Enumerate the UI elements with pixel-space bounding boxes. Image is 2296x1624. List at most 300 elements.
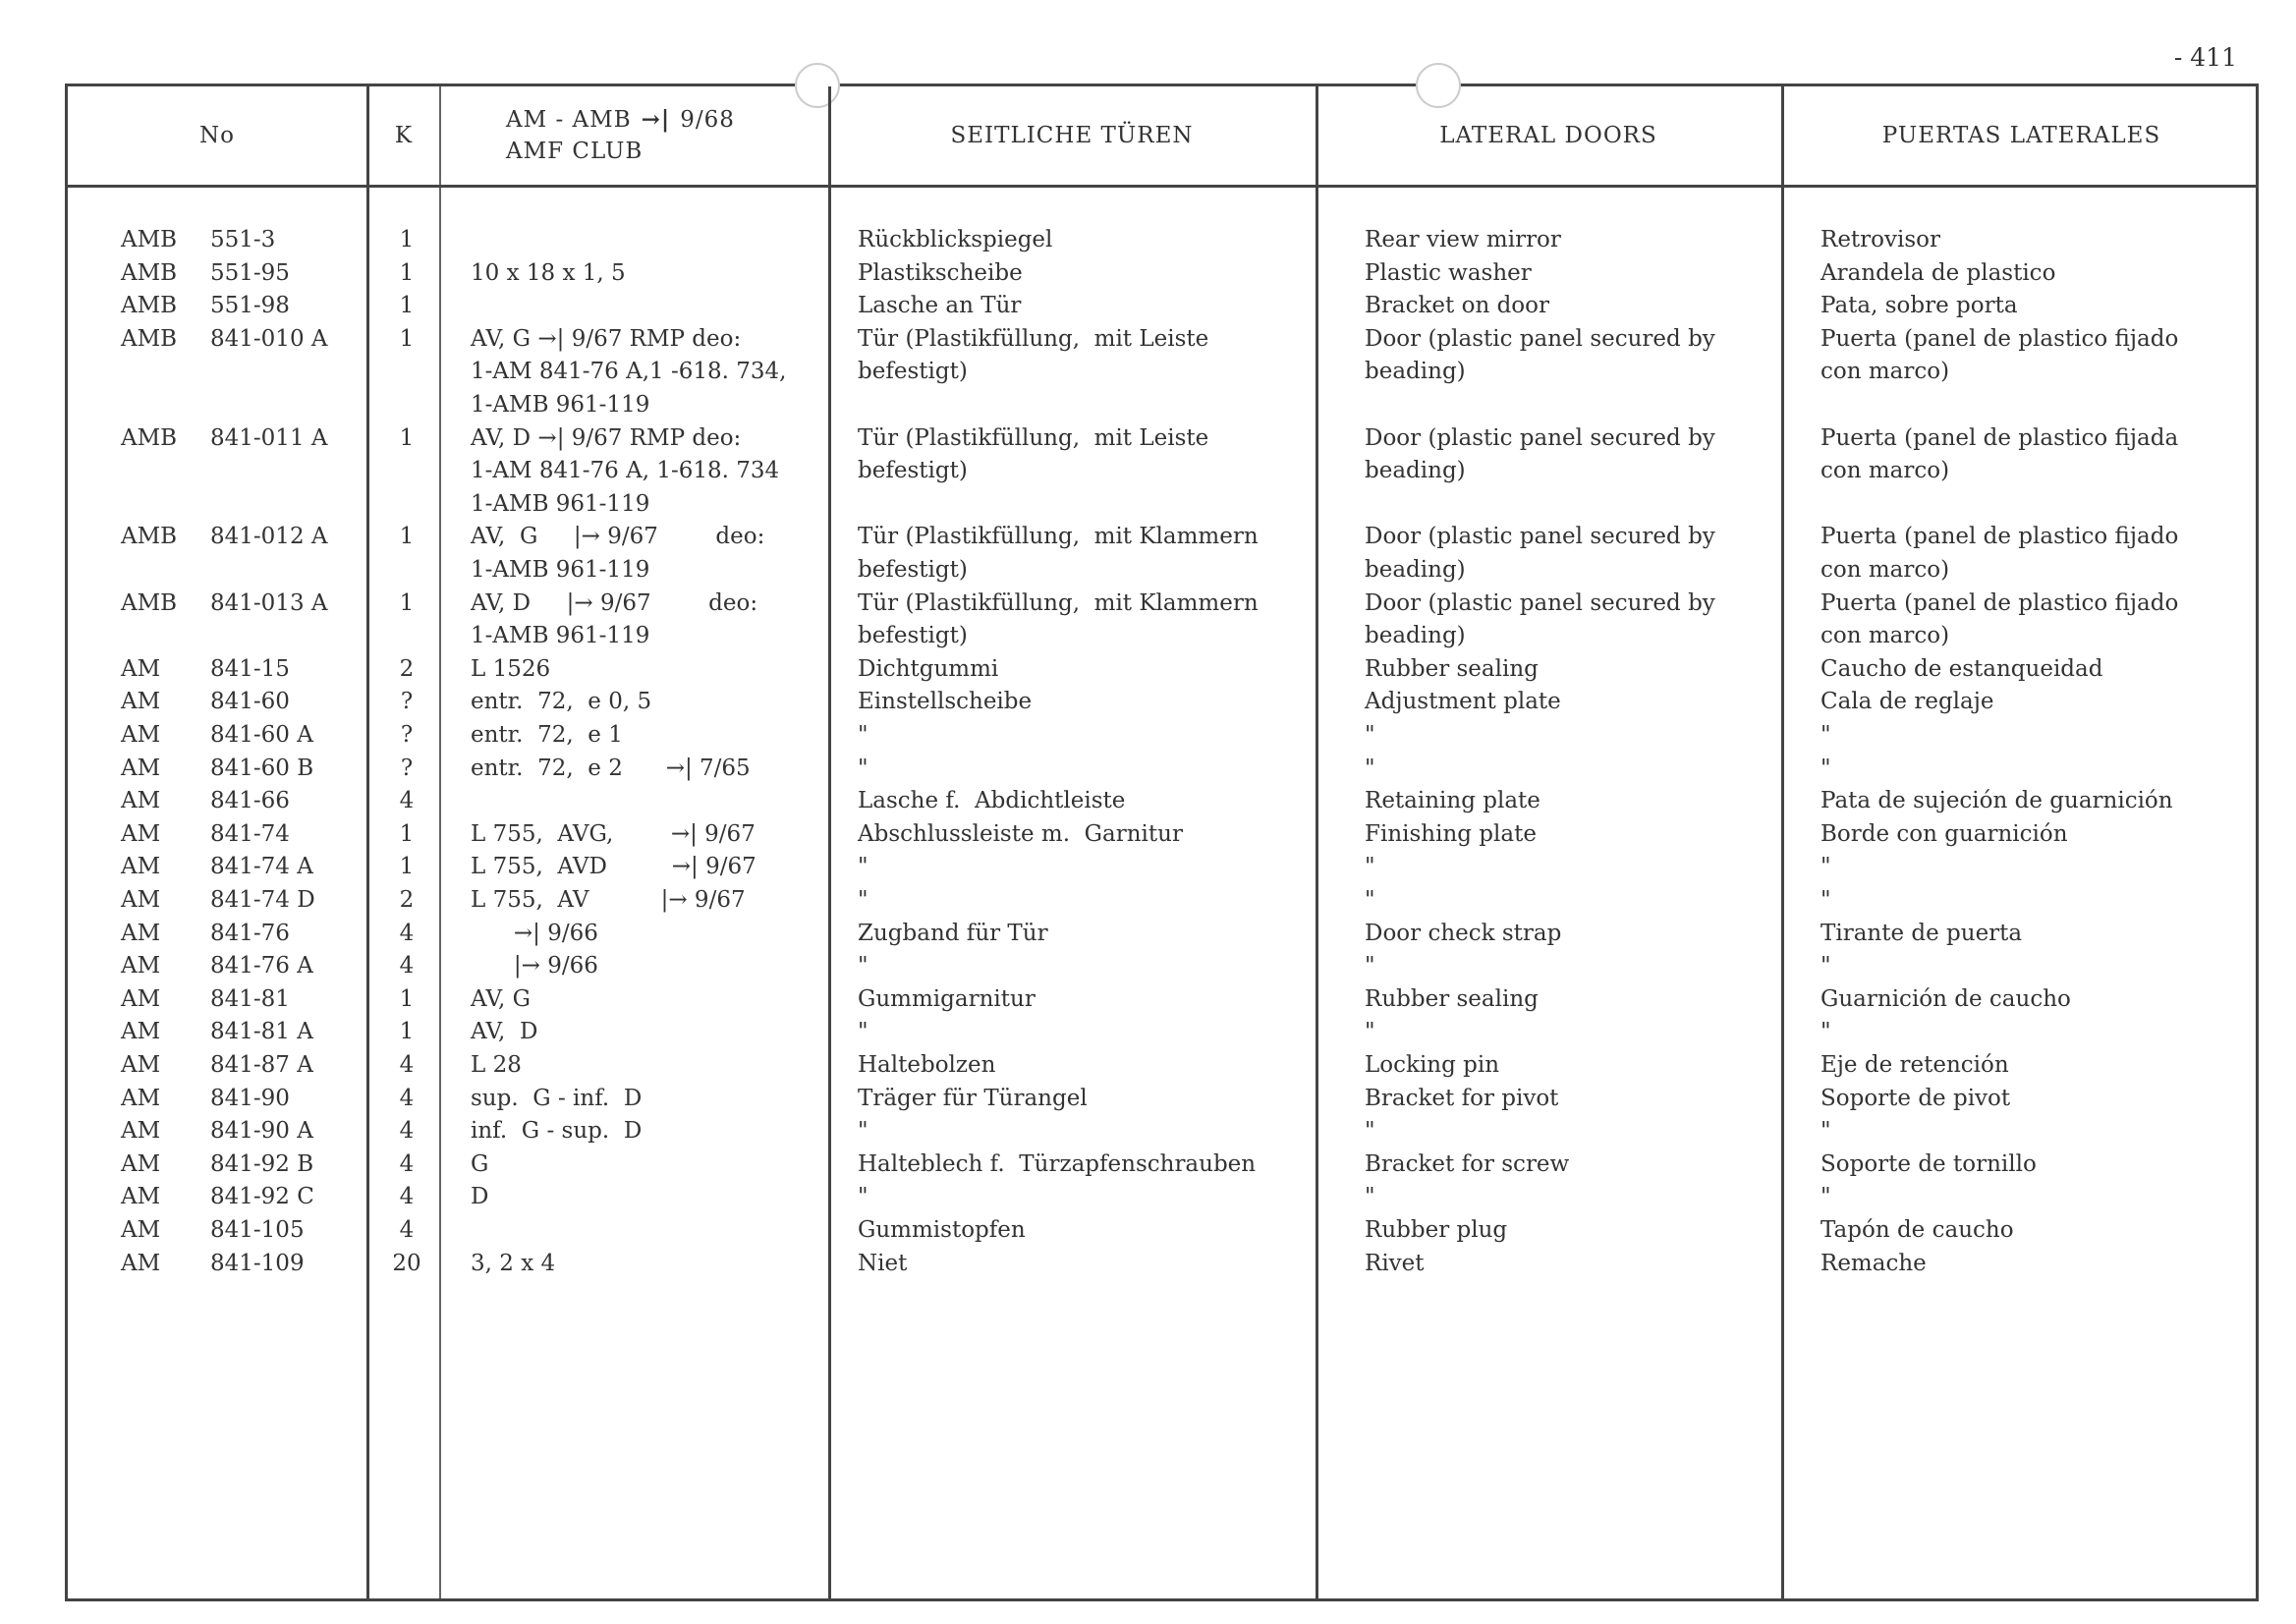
part-number: 841-60 — [210, 689, 290, 715]
header-divider — [68, 185, 2256, 188]
model-note — [471, 521, 864, 587]
part-number: 841-81 — [210, 985, 290, 1012]
description-line: Door (plastic panel secured by — [1365, 424, 1715, 451]
description-line: Tapón de caucho — [1820, 1217, 2014, 1243]
part-number: 841-74 D — [210, 887, 315, 913]
part-number: 841-011 A — [210, 424, 328, 451]
description-en — [1365, 719, 1787, 753]
description-line: Cala de reglaje — [1820, 689, 1994, 715]
description-en — [1365, 1214, 1787, 1248]
description-es — [1820, 653, 2253, 687]
part-number: 841-90 — [210, 1085, 290, 1111]
quantity: 1 — [399, 424, 415, 451]
description-line: Dichtgummi — [858, 655, 999, 682]
part-prefix: AM — [121, 1052, 161, 1078]
quantity: 4 — [399, 953, 415, 980]
part-prefix: AM — [121, 887, 161, 913]
part-prefix: AM — [121, 1217, 161, 1243]
part-prefix: AMB — [121, 589, 178, 616]
model-note — [471, 1083, 864, 1116]
model-note — [471, 753, 864, 786]
arrow-to-icon: →| — [641, 106, 671, 133]
part-number: 841-013 A — [210, 589, 328, 616]
description-de — [858, 851, 1319, 884]
part-number: 841-74 — [210, 820, 290, 847]
description-line: Plastic washer — [1365, 259, 1532, 286]
description-de — [858, 521, 1319, 587]
description-en — [1365, 1049, 1787, 1083]
description-line: " — [1365, 953, 1375, 980]
description-de — [858, 1248, 1319, 1281]
description-line: Soporte de tornillo — [1820, 1150, 2037, 1177]
model-note — [471, 1115, 864, 1148]
quantity: 1 — [399, 1019, 415, 1045]
description-de — [858, 719, 1319, 753]
description-es — [1820, 224, 2253, 257]
description-de — [858, 1115, 1319, 1148]
description-line: " — [1365, 1118, 1375, 1145]
note-line: L 28 — [471, 1052, 522, 1078]
description-line: " — [1365, 1019, 1375, 1045]
description-line: " — [858, 1184, 868, 1210]
description-es — [1820, 719, 2253, 753]
description-line: " — [1820, 1118, 1831, 1145]
description-line: " — [1365, 1184, 1375, 1210]
note-line: L 1526 — [471, 655, 551, 682]
description-line: Träger für Türangel — [858, 1085, 1088, 1111]
note-line: L 755, AV |→ 9/67 — [471, 887, 746, 913]
quantity: 1 — [399, 325, 415, 352]
quantity: 4 — [399, 1085, 415, 1111]
header-model-date: 9/68 — [680, 107, 735, 133]
description-de — [858, 818, 1319, 852]
description-line: Arandela de plastico — [1820, 259, 2056, 286]
description-de — [858, 1049, 1319, 1083]
description-line: Tür (Plastikfüllung, mit Leiste — [858, 424, 1209, 451]
description-line: Puerta (panel de plastico fijado — [1820, 325, 2179, 352]
description-line: " — [1820, 953, 1831, 980]
description-es — [1820, 323, 2253, 389]
description-en — [1365, 521, 1787, 587]
description-line: Rubber sealing — [1365, 655, 1539, 682]
description-en — [1365, 983, 1787, 1017]
note-line: G — [471, 1150, 489, 1177]
description-line: Tür (Plastikfüllung, mit Klammern — [858, 589, 1259, 616]
description-en — [1365, 653, 1787, 687]
note-line: 10 x 18 x 1, 5 — [471, 259, 626, 286]
description-en — [1365, 753, 1787, 786]
note-line: AV, G →| 9/67 RMP deo: — [471, 325, 742, 352]
description-de — [858, 950, 1319, 983]
description-de — [858, 884, 1319, 918]
description-line: Abschlussleiste m. Garnitur — [858, 820, 1183, 847]
note-line: 1-AMB 961-119 — [471, 391, 650, 418]
description-es — [1820, 686, 2253, 719]
model-note — [471, 686, 864, 719]
description-line: Borde con guarnición — [1820, 820, 2068, 847]
description-line: Retaining plate — [1365, 788, 1540, 814]
description-line: " — [858, 953, 868, 980]
part-prefix: AM — [121, 722, 161, 748]
header-de: SEITLICHE TÜREN — [950, 123, 1194, 148]
part-number: 841-010 A — [210, 325, 328, 352]
description-line: Rubber plug — [1365, 1217, 1508, 1243]
part-number: 551-3 — [210, 227, 276, 252]
note-line: 3, 2 x 4 — [471, 1250, 556, 1276]
quantity: 4 — [399, 1217, 415, 1243]
model-note — [471, 884, 864, 918]
note-line: entr. 72, e 2 →| 7/65 — [471, 755, 751, 781]
description-es — [1820, 1115, 2253, 1148]
description-es — [1820, 1214, 2253, 1248]
description-en — [1365, 884, 1787, 918]
description-de — [858, 753, 1319, 786]
quantity: 20 — [392, 1250, 421, 1276]
part-prefix: AM — [121, 689, 161, 715]
quantity: 4 — [399, 788, 415, 814]
description-de — [858, 1214, 1319, 1248]
note-line: L 755, AVG, →| 9/67 — [471, 820, 756, 847]
description-line: Door (plastic panel secured by — [1365, 325, 1715, 352]
description-es — [1820, 884, 2253, 918]
part-prefix: AMB — [121, 524, 178, 550]
description-line: befestigt) — [858, 359, 968, 385]
description-line: Halteblech f. Türzapfenschrauben — [858, 1150, 1257, 1177]
description-line: befestigt) — [858, 623, 968, 649]
header-no: No — [199, 123, 235, 148]
description-line: Door (plastic panel secured by — [1365, 524, 1715, 550]
description-line: Bracket on door — [1365, 293, 1549, 319]
quantity: ? — [400, 689, 414, 715]
note-line: 1-AMB 961-119 — [471, 623, 650, 649]
description-en — [1365, 1148, 1787, 1182]
part-number: 551-98 — [210, 293, 290, 319]
quantity: 1 — [399, 227, 415, 252]
quantity: 2 — [399, 887, 415, 913]
description-line: " — [1820, 755, 1831, 781]
note-line: inf. G - sup. D — [471, 1118, 643, 1145]
description-line: Eje de retención — [1820, 1052, 2009, 1078]
model-note — [471, 588, 864, 653]
description-line: " — [1365, 887, 1375, 913]
quantity: ? — [400, 722, 414, 748]
description-line: Niet — [858, 1250, 908, 1276]
description-line: Tür (Plastikfüllung, mit Klammern — [858, 524, 1259, 550]
note-line: L 755, AVD →| 9/67 — [471, 854, 756, 880]
part-prefix: AM — [121, 1184, 161, 1210]
note-line: →| 9/66 — [471, 920, 598, 946]
part-number: 841-60 B — [210, 755, 314, 781]
description-es — [1820, 818, 2253, 852]
description-es — [1820, 983, 2253, 1017]
description-line: " — [858, 755, 868, 781]
description-en — [1365, 323, 1787, 389]
description-de — [858, 257, 1319, 291]
description-line: " — [1820, 1184, 1831, 1210]
quantity: 4 — [399, 1184, 415, 1210]
description-line: Rear view mirror — [1365, 227, 1561, 252]
description-line: Remache — [1820, 1250, 1927, 1276]
part-prefix: AM — [121, 854, 161, 880]
header-model-club: AMF CLUB — [506, 139, 644, 164]
description-es — [1820, 588, 2253, 653]
part-number: 841-90 A — [210, 1118, 313, 1145]
note-line: AV, G — [471, 985, 532, 1012]
model-note — [471, 1049, 864, 1083]
part-prefix: AM — [121, 755, 161, 781]
model-note — [471, 1016, 864, 1049]
note-line: sup. G - inf. D — [471, 1085, 643, 1111]
part-number: 841-60 A — [210, 722, 313, 748]
quantity: 1 — [399, 293, 415, 319]
description-de — [858, 1148, 1319, 1182]
description-es — [1820, 521, 2253, 587]
description-en — [1365, 1181, 1787, 1214]
description-line: " — [1365, 722, 1375, 748]
note-line: 1-AM 841-76 A,1 -618. 734, — [471, 359, 787, 385]
part-prefix: AM — [121, 920, 161, 946]
description-line: Door check strap — [1365, 920, 1562, 946]
part-prefix: AM — [121, 655, 161, 682]
note-line: AV, D |→ 9/67 deo: — [471, 589, 758, 616]
part-prefix: AM — [121, 1118, 161, 1145]
description-line: beading) — [1365, 556, 1466, 583]
part-prefix: AM — [121, 1150, 161, 1177]
quantity: 1 — [399, 259, 415, 286]
description-line: con marco) — [1820, 458, 1950, 484]
description-en — [1365, 588, 1787, 653]
part-prefix: AMB — [121, 259, 178, 286]
description-es — [1820, 918, 2253, 951]
part-number: 841-109 — [210, 1250, 305, 1276]
description-line: Door (plastic panel secured by — [1365, 589, 1715, 616]
model-note — [471, 1148, 864, 1182]
description-line: Caucho de estanqueidad — [1820, 655, 2103, 682]
header-model — [441, 86, 828, 185]
description-de — [858, 653, 1319, 687]
description-de — [858, 785, 1319, 818]
description-line: Retrovisor — [1820, 227, 1941, 252]
description-de — [858, 1016, 1319, 1049]
note-line: |→ 9/66 — [471, 953, 598, 980]
model-note — [471, 323, 864, 422]
note-line: 1-AM 841-76 A, 1-618. 734 — [471, 458, 780, 484]
part-number: 841-66 — [210, 788, 290, 814]
parts-table — [65, 84, 2259, 1601]
page-number: - 411 — [2173, 43, 2237, 72]
model-note — [471, 1248, 864, 1281]
quantity: 1 — [399, 589, 415, 616]
description-de — [858, 918, 1319, 951]
description-en — [1365, 950, 1787, 983]
description-es — [1820, 1181, 2253, 1214]
description-es — [1820, 290, 2253, 323]
description-line: Zugband für Tür — [858, 920, 1048, 946]
description-es — [1820, 753, 2253, 786]
part-prefix: AMB — [121, 227, 178, 252]
part-number: 841-15 — [210, 655, 290, 682]
description-line: befestigt) — [858, 556, 968, 583]
description-es — [1820, 422, 2253, 488]
description-line: Puerta (panel de plastico fijada — [1820, 424, 2179, 451]
description-line: " — [858, 722, 868, 748]
description-line: " — [858, 1118, 868, 1145]
model-note — [471, 719, 864, 753]
description-en — [1365, 918, 1787, 951]
part-number: 841-92 B — [210, 1150, 314, 1177]
description-en — [1365, 224, 1787, 257]
part-number: 841-012 A — [210, 524, 328, 550]
part-prefix: AMB — [121, 325, 178, 352]
description-es — [1820, 257, 2253, 291]
description-line: Finishing plate — [1365, 820, 1537, 847]
header-k: K — [394, 123, 414, 148]
description-line: Rückblickspiegel — [858, 227, 1053, 252]
model-note — [471, 983, 864, 1017]
part-prefix: AM — [121, 788, 161, 814]
quantity: 4 — [399, 920, 415, 946]
description-es — [1820, 1049, 2253, 1083]
quantity: 1 — [399, 854, 415, 880]
part-number: 551-95 — [210, 259, 290, 286]
description-line: Puerta (panel de plastico fijado — [1820, 589, 2179, 616]
description-line: Adjustment plate — [1365, 689, 1561, 715]
description-de — [858, 588, 1319, 653]
part-number: 841-87 A — [210, 1052, 313, 1078]
description-es — [1820, 851, 2253, 884]
quantity: 4 — [399, 1150, 415, 1177]
description-en — [1365, 290, 1787, 323]
description-line: " — [1365, 854, 1375, 880]
description-en — [1365, 422, 1787, 488]
description-line: befestigt) — [858, 458, 968, 484]
description-line: Lasche f. Abdichtleiste — [858, 788, 1126, 814]
quantity: 4 — [399, 1052, 415, 1078]
model-note — [471, 851, 864, 884]
description-es — [1820, 1016, 2253, 1049]
model-note — [471, 257, 864, 291]
model-note — [471, 918, 864, 951]
part-prefix: AM — [121, 1250, 161, 1276]
description-line: Soporte de pivot — [1820, 1085, 2011, 1111]
description-de — [858, 290, 1319, 323]
note-line: 1-AMB 961-119 — [471, 556, 650, 583]
part-number: 841-81 A — [210, 1019, 313, 1045]
note-line: 1-AMB 961-119 — [471, 490, 650, 517]
part-number: 841-76 — [210, 920, 290, 946]
description-line: con marco) — [1820, 623, 1950, 649]
quantity: 1 — [399, 820, 415, 847]
header-es: PUERTAS LATERALES — [1881, 123, 2161, 148]
description-en — [1365, 1248, 1787, 1281]
quantity: 1 — [399, 985, 415, 1012]
description-en — [1365, 686, 1787, 719]
description-line: " — [858, 1019, 868, 1045]
description-line: Bracket for pivot — [1365, 1085, 1559, 1111]
description-line: beading) — [1365, 458, 1466, 484]
description-line: Rivet — [1365, 1250, 1425, 1276]
description-line: Tür (Plastikfüllung, mit Leiste — [858, 325, 1209, 352]
note-line: D — [471, 1184, 489, 1210]
note-line: AV, G |→ 9/67 deo: — [471, 524, 765, 550]
description-line: " — [1820, 722, 1831, 748]
description-de — [858, 1083, 1319, 1116]
description-es — [1820, 1148, 2253, 1182]
description-en — [1365, 785, 1787, 818]
description-de — [858, 422, 1319, 488]
model-note — [471, 950, 864, 983]
description-de — [858, 983, 1319, 1017]
description-de — [858, 1181, 1319, 1214]
description-de — [858, 323, 1319, 389]
description-es — [1820, 950, 2253, 983]
description-line: " — [1365, 755, 1375, 781]
quantity: ? — [400, 755, 414, 781]
description-line: Einstellscheibe — [858, 689, 1033, 715]
description-line: Haltebolzen — [858, 1052, 996, 1078]
part-prefix: AM — [121, 1019, 161, 1045]
description-es — [1820, 1248, 2253, 1281]
part-prefix: AM — [121, 985, 161, 1012]
description-en — [1365, 851, 1787, 884]
part-prefix: AMB — [121, 424, 178, 451]
description-en — [1365, 818, 1787, 852]
description-en — [1365, 1115, 1787, 1148]
part-prefix: AM — [121, 953, 161, 980]
description-line: Bracket for screw — [1365, 1150, 1570, 1177]
quantity: 4 — [399, 1118, 415, 1145]
description-line: Plastikscheibe — [858, 259, 1023, 286]
description-en — [1365, 1016, 1787, 1049]
model-note — [471, 1181, 864, 1214]
description-line: " — [1820, 1019, 1831, 1045]
part-number: 841-74 A — [210, 854, 313, 880]
quantity: 2 — [399, 655, 415, 682]
description-es — [1820, 785, 2253, 818]
description-line: Gummigarnitur — [858, 985, 1036, 1012]
description-line: " — [858, 887, 868, 913]
model-note — [471, 653, 864, 687]
model-note — [471, 422, 864, 522]
header-model-range: AM - AMB — [506, 107, 632, 133]
note-line: entr. 72, e 0, 5 — [471, 689, 652, 715]
description-line: " — [1820, 887, 1831, 913]
header-en: LATERAL DOORS — [1439, 123, 1657, 148]
description-es — [1820, 1083, 2253, 1116]
description-en — [1365, 257, 1787, 291]
description-line: Pata, sobre porta — [1820, 293, 2018, 319]
description-line: " — [858, 854, 868, 880]
description-line: Locking pin — [1365, 1052, 1500, 1078]
description-line: Puerta (panel de plastico fijado — [1820, 524, 2179, 550]
description-line: Lasche an Tür — [858, 293, 1022, 319]
description-line: " — [1820, 854, 1831, 880]
description-line: Gummistopfen — [858, 1217, 1026, 1243]
description-line: Guarnición de caucho — [1820, 985, 2071, 1012]
description-line: Pata de sujeción de guarnición — [1820, 788, 2173, 814]
description-line: Tirante de puerta — [1820, 920, 2023, 946]
part-number: 841-105 — [210, 1217, 305, 1243]
description-line: beading) — [1365, 359, 1466, 385]
quantity: 1 — [399, 524, 415, 550]
description-line: con marco) — [1820, 556, 1950, 583]
part-number: 841-76 A — [210, 953, 313, 980]
part-prefix: AMB — [121, 293, 178, 319]
model-note — [471, 818, 864, 852]
description-de — [858, 686, 1319, 719]
part-number: 841-92 C — [210, 1184, 314, 1210]
note-line: entr. 72, e 1 — [471, 722, 623, 748]
